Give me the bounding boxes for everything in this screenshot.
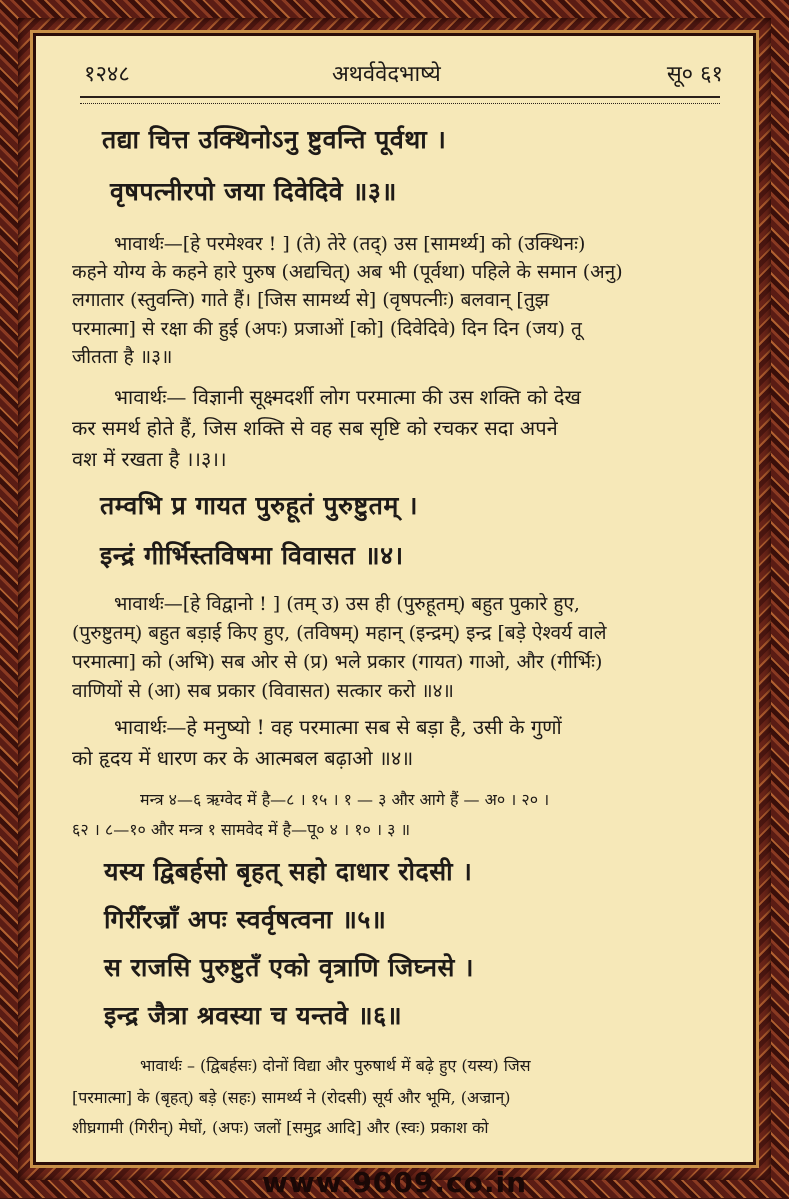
text-line: भावार्थः—[हे परमेश्वर ! ] (ते) तेरे (तद्) उस [सामर्थ्य] को (उक्थिनः): [114, 233, 586, 255]
text-line: वश में रखता है ।।३।।: [72, 447, 227, 471]
verse-line: इन्द्रं गीर्भिस्तविषमा विवासत ॥४।: [100, 541, 404, 570]
text-line: [परमात्मा] के (बृहत्) बड़े (सहः) सामर्थ्य ने (रोदसी) सूर्य और भूमि, (अज्रान्): [72, 1088, 511, 1107]
text-line: भावार्थः – (द्विबर्हसः) दोनों विद्या और पुरुषार्थ में बढ़े हुए (यस्य) जिस: [140, 1056, 531, 1075]
verse-line: यस्य द्विबर्हसो बृहत् सहो दाधार रोदसी ।: [104, 857, 473, 886]
verse-line: गिरीँरज्राँ अपः स्वर्वृषत्वना ॥५॥: [104, 905, 387, 934]
verse-line: वृषपत्नीरपो जया दिवेदिवे ॥३॥: [110, 177, 397, 206]
verse-line: तद्या चित्त उक्थिनोऽनु ष्टुवन्ति पूर्वथा ।: [102, 125, 447, 154]
text-line: जीतता है ॥३॥: [72, 346, 173, 368]
text-line: कर समर्थ होते हैं, जिस शक्ति से वह सब सृष्टि को रचकर सदा अपने: [72, 416, 558, 440]
verse-line: इन्द्र जैत्रा श्रवस्या च यन्तवे ॥६॥: [104, 1001, 403, 1030]
text-line: वाणियों से (आ) सब प्रकार (विवासत) सत्कार करो ॥४॥: [72, 680, 454, 702]
text-line: को हृदय में धारण कर के आत्मबल बढ़ाओ ॥४॥: [72, 746, 414, 770]
header-rule: [80, 96, 720, 104]
website-watermark: www.9009.co.in: [261, 1166, 527, 1199]
book-page: [36, 36, 753, 1162]
verse-line: स राजसि पुरुष्टुतँ एको वृत्राणि जिघ्नसे ।: [104, 953, 475, 982]
text-line: (पुरुष्टुतम्) बहुत बड़ाई किए हुए, (तविषम्) महान् (इन्द्रम्) इन्द्र [बड़े ऐश्वर्य वाले: [72, 622, 607, 644]
text-line: परमात्मा] से रक्षा की हुई (अपः) प्रजाओं [को] (दिवेदिवे) दिन दिन (जय) तू: [72, 318, 582, 340]
text-line: मन्त्र ४—६ ऋग्वेद में है—८ । १५ । १ — ३ और आगे हैं — अ० । २० ।: [140, 790, 550, 809]
sukta-number: सू० ६१: [666, 62, 723, 87]
text-line: भावार्थः— विज्ञानी सूक्ष्मदर्शी लोग परमात्मा की उस शक्ति को देख: [114, 385, 581, 409]
text-line: ६२ । ८—१० और मन्त्र १ सामवेद में है—पू० ४ । १० । ३ ॥: [72, 820, 411, 839]
text-line: लगातार (स्तुवन्ति) गाते हैं। [जिस सामर्थ्य से] (वृषपत्नीः) बलवान् [तुझ: [72, 289, 550, 311]
text-line: कहने योग्य के कहने हारे पुरुष (अद्यचित्) अब भी (पूर्वथा) पहिले के समान (अनु): [72, 261, 623, 283]
page-title: अथर्ववेदभाष्ये: [332, 62, 441, 87]
text-line: शीघ्रगामी (गिरीन्) मेघों, (अपः) जलों [समुद्र आदि] और (स्वः) प्रकाश को: [72, 1118, 489, 1137]
text-line: परमात्मा] को (अभि) सब ओर से (प्र) भले प्रकार (गायत) गाओ, और (गीर्भिः): [72, 651, 603, 673]
text-line: भावार्थः—[हे विद्वानो ! ] (तम् उ) उस ही (पुरुहूतम्) बहुत पुकारे हुए,: [114, 593, 580, 615]
text-line: भावार्थः—हे मनुष्यो ! वह परमात्मा सब से बड़ा है, उसी के गुणों: [114, 715, 562, 739]
verse-line: तम्वभि प्र गायत पुरुहूतं पुरुष्टुतम् ।: [100, 491, 418, 520]
page-number: १२४८: [84, 62, 130, 87]
